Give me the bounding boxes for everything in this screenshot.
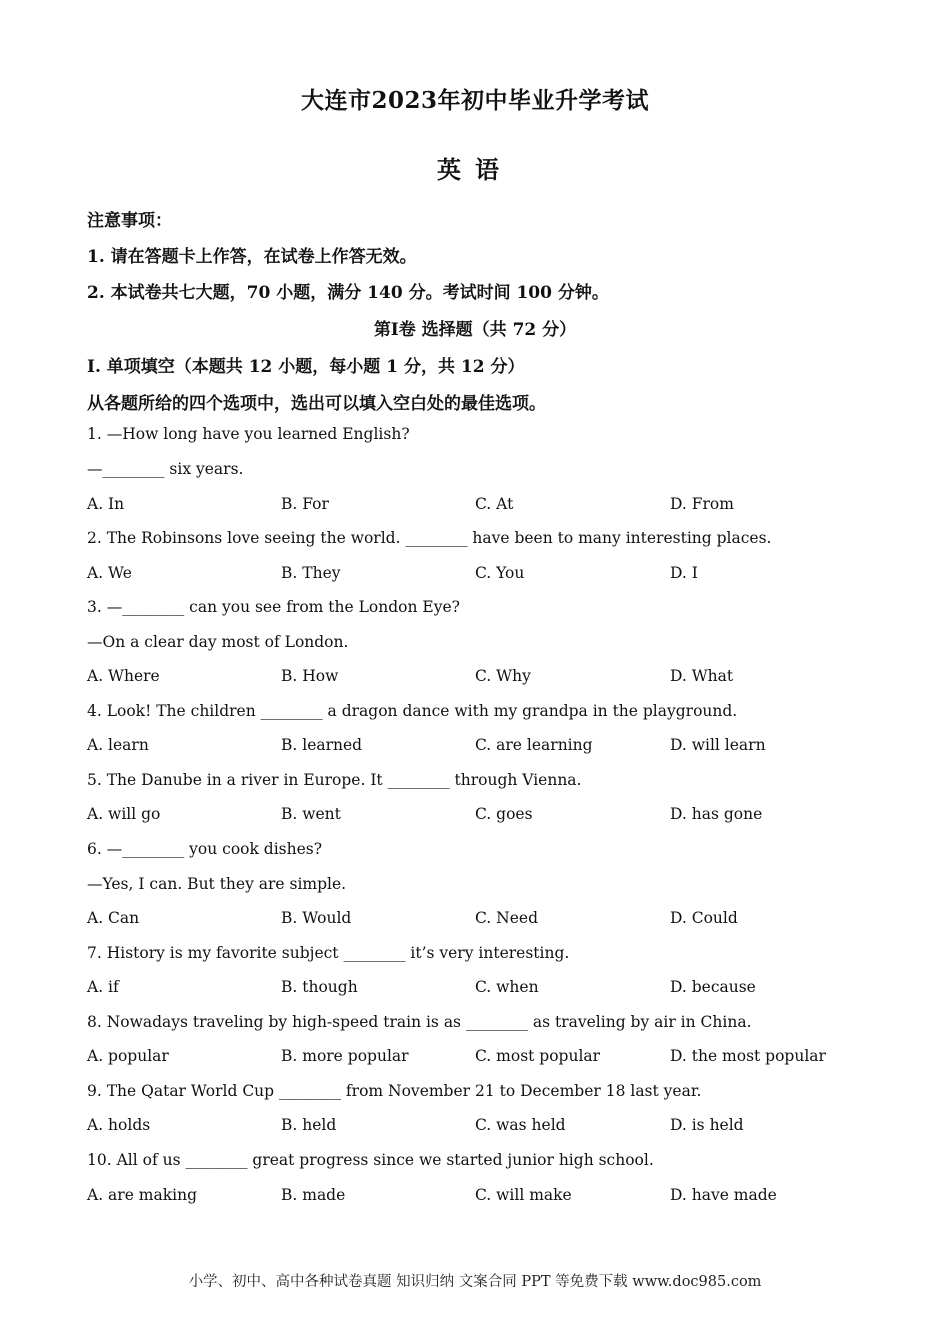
option-c: C. was held xyxy=(475,1116,566,1134)
option-c: C. are learning xyxy=(475,736,593,754)
option-c: C. most popular xyxy=(475,1047,601,1065)
part-instruction: 从各题所给的四个选项中，选出可以填入空白处的最佳选项。 xyxy=(87,394,546,414)
subject-title: 英语 xyxy=(437,155,513,184)
option-b: B. learned xyxy=(281,736,363,754)
option-c: C. will make xyxy=(475,1186,572,1204)
option-d: D. the most popular xyxy=(670,1047,826,1065)
option-b: B. though xyxy=(281,978,358,996)
option-c: C. goes xyxy=(475,805,533,823)
question-stem: 5. The Danube in a river in Europe. It ________ through Vienna. xyxy=(87,771,582,789)
question-stem: 6. —________ you cook dishes? xyxy=(87,840,323,858)
exam-title: 大连市2023年初中毕业升学考试 xyxy=(300,87,649,114)
volume-title: 第Ⅰ卷 选择题（共 72 分） xyxy=(373,320,577,340)
option-d: D. From xyxy=(670,495,734,513)
option-b: B. Would xyxy=(281,909,352,927)
option-a: A. will go xyxy=(87,805,161,823)
option-d: D. I xyxy=(670,564,698,582)
option-a: A. Can xyxy=(87,909,140,927)
question-stem: 3. —________ can you see from the London Eye? xyxy=(87,598,460,616)
option-d: D. has gone xyxy=(670,805,763,823)
question-stem: 10. All of us ________ great progress since we started junior high school. xyxy=(87,1151,654,1169)
option-d: D. because xyxy=(670,978,756,996)
option-a: A. learn xyxy=(87,736,149,754)
option-d: D. What xyxy=(670,667,734,685)
question-stem: 8. Nowadays traveling by high-speed train is as ________ as traveling by air in China. xyxy=(87,1013,752,1031)
notes-item: 2. 本试卷共七大题，70 小题，满分 140 分。考试时间 100 分钟。 xyxy=(87,283,609,303)
option-c: C. Why xyxy=(475,667,531,685)
option-a: A. popular xyxy=(87,1047,169,1065)
option-c: C. At xyxy=(475,495,514,513)
option-d: D. Could xyxy=(670,909,738,927)
option-d: D. have made xyxy=(670,1186,777,1204)
notes-heading: 注意事项： xyxy=(87,211,172,231)
option-b: B. For xyxy=(281,495,329,513)
question-stem: 9. The Qatar World Cup ________ from November 21 to December 18 last year. xyxy=(87,1082,702,1100)
question-stem: 7. History is my favorite subject ________ it’s very interesting. xyxy=(87,944,570,962)
option-a: A. if xyxy=(87,978,119,996)
option-a: A. In xyxy=(87,495,125,513)
option-a: A. Where xyxy=(87,667,160,685)
option-b: B. made xyxy=(281,1186,346,1204)
question-stem: —Yes, I can. But they are simple. xyxy=(87,875,347,893)
option-b: B. more popular xyxy=(281,1047,409,1065)
question-stem: —On a clear day most of London. xyxy=(87,633,349,651)
option-b: B. They xyxy=(281,564,341,582)
option-b: B. How xyxy=(281,667,339,685)
page-footer: 小学、初中、高中各种试卷真题 知识归纳 文案合同 PPT 等免费下载 www.doc985.com xyxy=(188,1274,762,1290)
question-stem: 4. Look! The children ________ a dragon dance with my grandpa in the playground. xyxy=(87,702,738,720)
option-c: C. when xyxy=(475,978,539,996)
notes-item: 1. 请在答题卡上作答，在试卷上作答无效。 xyxy=(87,247,417,267)
option-d: D. is held xyxy=(670,1116,744,1134)
option-b: B. held xyxy=(281,1116,337,1134)
question-stem: 1. —How long have you learned English? xyxy=(87,425,410,443)
option-a: A. holds xyxy=(87,1116,151,1134)
option-c: C. Need xyxy=(475,909,538,927)
option-c: C. You xyxy=(475,564,525,582)
part-title: Ⅰ. 单项填空（本题共 12 小题，每小题 1 分，共 12 分） xyxy=(87,357,525,377)
option-b: B. went xyxy=(281,805,341,823)
option-a: A. are making xyxy=(87,1186,197,1204)
option-d: D. will learn xyxy=(670,736,766,754)
question-stem: —________ six years. xyxy=(87,460,244,478)
option-a: A. We xyxy=(87,564,132,582)
question-stem: 2. The Robinsons love seeing the world. ________ have been to many interesting places. xyxy=(87,529,772,547)
